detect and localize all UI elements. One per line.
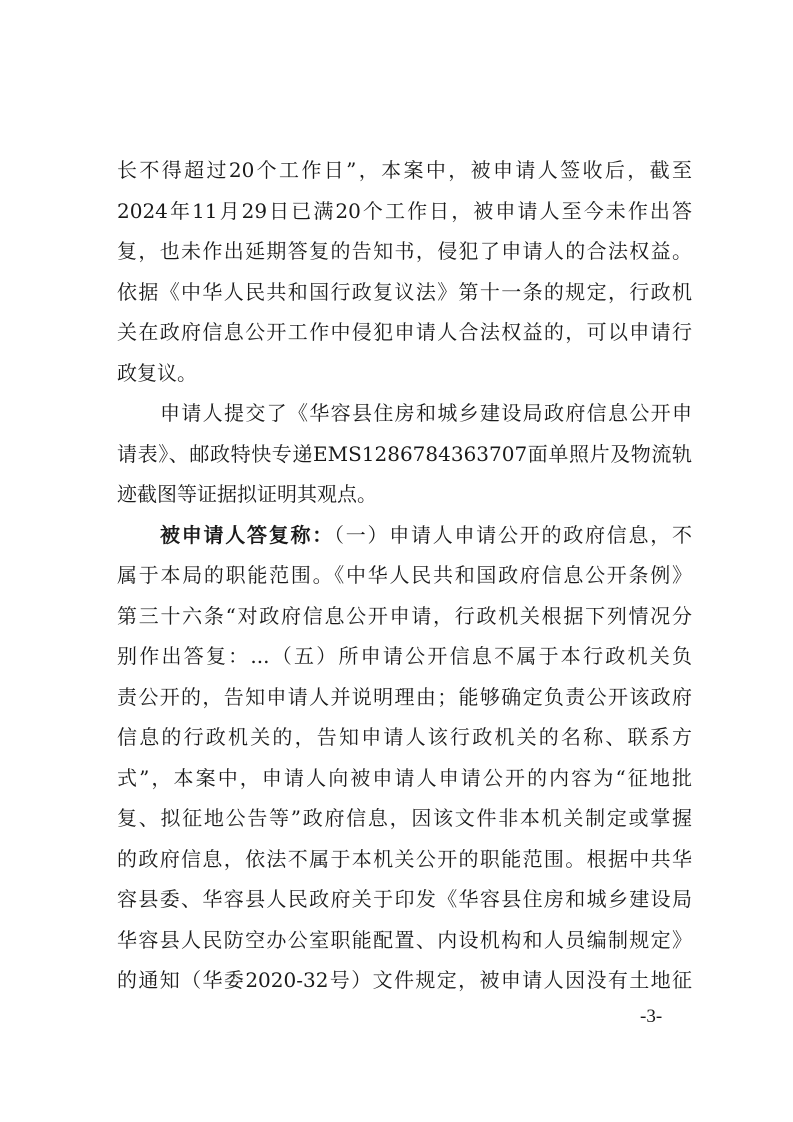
document-body [117,150,692,1001]
text-line: 依据《中华人民共和国行政复议法》第十一条的规定，行政机 [117,279,692,304]
text-line: 的通知（华委2020-32号）文件规定，被申请人因没有土地征 [117,968,692,992]
text-fragment: （一）申请人申请公开的政府信息，不 [334,522,692,547]
text-line: 属于本局的职能范围。《中华人民共和国政府信息公开条例》 [117,563,692,587]
paragraph-respondent-reply [117,515,692,1001]
text-line: 式”，本案中，申请人向被申请人申请公开的内容为“征地批 [117,765,692,790]
text-line: 信息的行政机关的，告知申请人该行政机关的名称、联系方 [117,725,692,749]
text-line: 请表》、邮政特快专递EMS1286784363707面单照片及物流轨 [117,441,692,466]
text-line: 华容县人民防空办公室职能配置、内设机构和人员编制规定》 [117,927,692,952]
paragraph-applicant-evidence [117,393,692,515]
text-line: 第三十六条“对政府信息公开申请，行政机关根据下列情况分 [117,603,692,628]
text-line: 复、拟征地公告等”政府信息，因该文件非本机关制定或掌握 [117,806,692,830]
text-line: 容县委、华容县人民政府关于印发《华容县住房和城乡建设局 [117,887,692,911]
text-line: 政复议。 [117,360,197,385]
text-line: 复，也未作出延期答复的告知书，侵犯了申请人的合法权益。 [117,239,692,263]
paragraph-applicant-claim [117,150,692,393]
text-line: 迹截图等证据拟证明其观点。 [117,482,377,506]
respondent-reply-heading: 被申请人答复称： [160,522,334,547]
text-line: 长不得超过20个工作日”，本案中，被申请人签收后，截至 [117,158,692,182]
page-number: -3- [640,1006,663,1027]
text-line: 申请人提交了《华容县住房和城乡建设局政府信息公开申 [160,401,692,425]
text-line: 别作出答复：...（五）所申请公开信息不属于本行政机关负 [117,644,692,668]
text-line: 的政府信息，依法不属于本机关公开的职能范围。根据中共华 [117,846,692,871]
text-line: 责公开的，告知申请人并说明理由；能够确定负责公开该政府 [117,684,692,709]
text-line [117,515,692,556]
text-line: 2024年11月29日已满20个工作日，被申请人至今未作出答 [117,198,692,223]
text-line: 关在政府信息公开工作中侵犯申请人合法权益的，可以申请行 [117,320,692,344]
